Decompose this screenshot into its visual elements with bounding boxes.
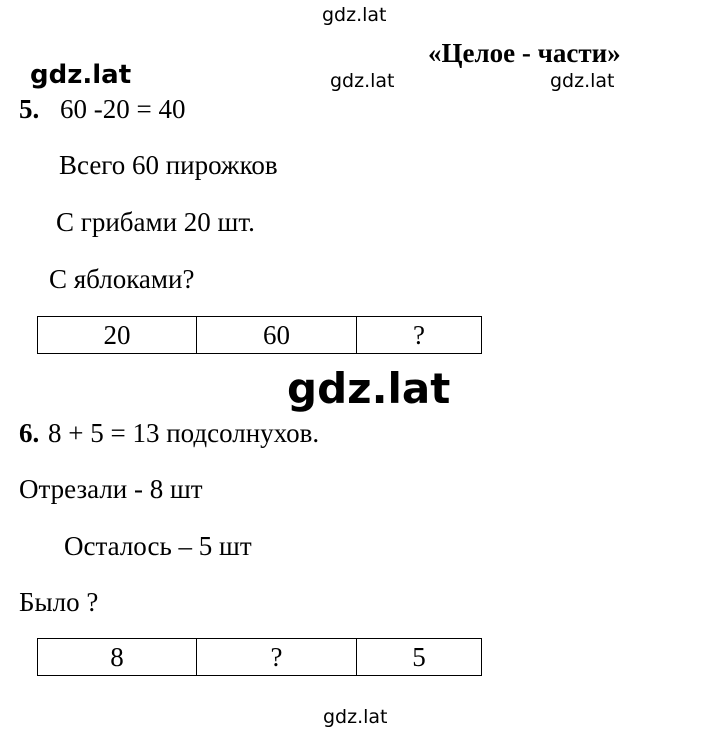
task-5-line-1: Всего 60 пирожков	[59, 150, 278, 180]
task-6-cell: 5	[357, 639, 482, 676]
watermark-left: gdz.lat	[30, 60, 132, 90]
watermark-right: gdz.lat	[550, 70, 615, 92]
task-6-segment-table	[37, 638, 482, 676]
task-6-header	[19, 418, 319, 449]
task-6-line-1: Отрезали - 8 шт	[19, 474, 203, 504]
task-6-equation: 8 + 5 = 13 подсолнухов.	[48, 418, 320, 448]
task-6-line-3: Было ?	[19, 587, 99, 617]
task-5-line-3: С яблоками?	[49, 264, 195, 294]
task-6-number: 6.	[19, 418, 40, 448]
watermark-top: gdz.lat	[322, 4, 387, 26]
task-6-cell: 8	[38, 639, 197, 676]
task-5-equation: 60 -20 = 40	[60, 94, 186, 124]
task-5-cell: ?	[357, 317, 482, 354]
page-title: «Целое - части»	[428, 38, 621, 68]
task-5-segment-table	[37, 316, 482, 354]
watermark-mid: gdz.lat	[330, 70, 395, 92]
task-6-line-2: Осталось – 5 шт	[64, 531, 252, 561]
watermark-big: gdz.lat	[287, 364, 451, 413]
task-5-header	[19, 94, 185, 125]
task-5-cell: 60	[197, 317, 357, 354]
task-5-number: 5.	[19, 94, 40, 124]
task-6-cell: ?	[197, 639, 357, 676]
task-5-line-2: С грибами 20 шт.	[56, 207, 255, 237]
task-5-cell: 20	[38, 317, 197, 354]
watermark-bottom: gdz.lat	[323, 706, 388, 728]
